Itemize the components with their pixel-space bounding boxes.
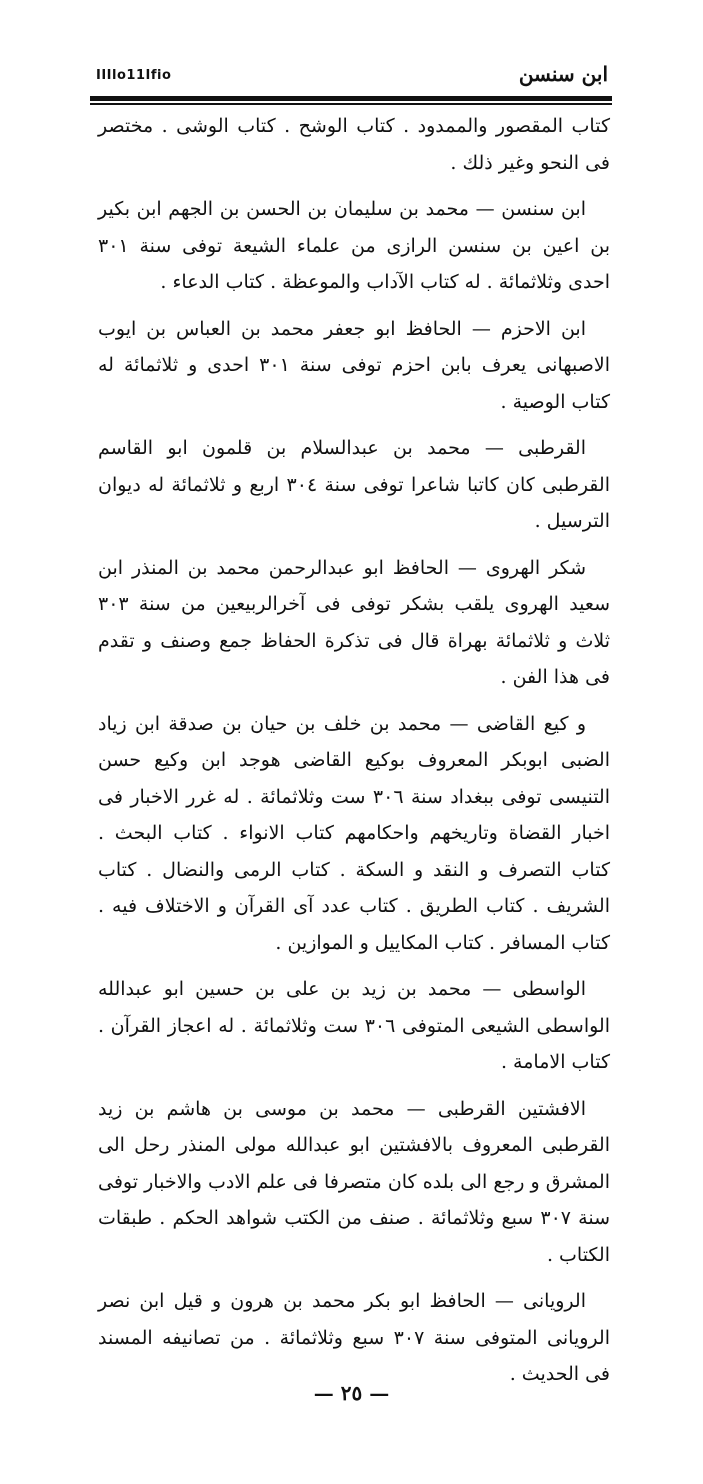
page-number: — ٢٥ — bbox=[313, 1381, 390, 1405]
folio-mark: IIIlo11Ifio bbox=[96, 68, 172, 83]
page-header bbox=[96, 62, 608, 92]
paragraph-continuation: كتاب المقصور والممدود . كتاب الوشح . كتاب الوشى . مختصر فى النحو وغير ذلك . bbox=[98, 115, 610, 174]
header-rule-thick bbox=[90, 96, 612, 101]
entry-waki-al-qadi: و كيع القاضى — محمد بن خلف بن حيان بن صدقة ابن زياد الضبى ابوبكر المعروف بوكيع القاضى هوجد ابن وكيع حسن التنيسى توفى ببغداد سنة ٣٠٦ ست وثلاثمائة . له غرر الاخبار فى اخبار القضاة وتاريخهم واحكامهم كتاب الانواء . كتاب البحث . كتاب التصرف و النقد و السكة . كتاب الرمى والنضال . كتاب الشريف . كتاب الطريق . كتاب عدد آى القرآن و الاختلاف فيه . كتاب المسافر . كتاب المكاييل و الموازين . bbox=[98, 712, 611, 954]
running-head: ابن سنسن bbox=[518, 62, 608, 86]
entry-al-ruyani: الرويانى — الحافظ ابو بكر محمد بن هرون و قيل ابن نصر الرويانى المتوفى سنة ٣٠٧ سبع وثلاثمائة . من تصانيفه المسند فى الحديث . bbox=[98, 1290, 610, 1385]
entry-ibn-al-ahzam: ابن الاحزم — الحافظ ابو جعفر محمد بن العباس بن ايوب الاصبهانى يعرف بابن احزم توفى سنة ٣٠١ احدى و ثلاثمائة له كتاب الوصية . bbox=[98, 317, 610, 413]
body-text bbox=[98, 108, 610, 1403]
entry-shukr-al-harawi: شكر الهروى — الحافظ ابو عبدالرحمن محمد بن المنذر ابن سعيد الهروى يلقب بشكر توفى فى آخرالربيعين من سنة ٣٠٣ ثلاث و ثلاثمائة بهراة قال فى تذكرة الحفاظ جمع وصنف و تقدم فى هذا الفن . bbox=[98, 556, 610, 688]
entry-al-wasiti: الواسطى — محمد بن زيد بن على بن حسين ابو عبدالله الواسطى الشيعى المتوفى ٣٠٦ ست وثلاثمائة . له اعجاز القرآن . كتاب الامامة . bbox=[98, 978, 611, 1073]
header-rule bbox=[90, 96, 612, 106]
entry-al-afshatin-al-qurtubi: الافشتين القرطبى — محمد بن موسى بن هاشم بن زيد القرطبى المعروف بالافشتين ابو عبدالله مولى المنذر رحل الى المشرق و رجع الى بلده كان متصرفا فى علم الادب والاخبار توفى سنة ٣٠٧ سبع وثلاثمائة . صنف من الكتب شواهد الحكم . طبقات الكتاب . bbox=[98, 1097, 610, 1266]
entry-ibn-sansan: ابن سنسن — محمد بن سليمان بن الحسن بن الجهم ابن بكير بن اعين بن سنسن الرازى من علماء الشيعة توفى سنة ٣٠١ احدى وثلاثمائة . له كتاب الآداب والموعظة . كتاب الدعاء . bbox=[98, 198, 610, 293]
header-rule-thin bbox=[90, 103, 612, 105]
entry-al-qurtubi: القرطبى — محمد بن عبدالسلام بن قلمون ابو القاسم القرطبى كان كاتبا شاعرا توفى سنة ٣٠٤ اربع و ثلاثمائة له ديوان الترسيل . bbox=[98, 437, 610, 532]
